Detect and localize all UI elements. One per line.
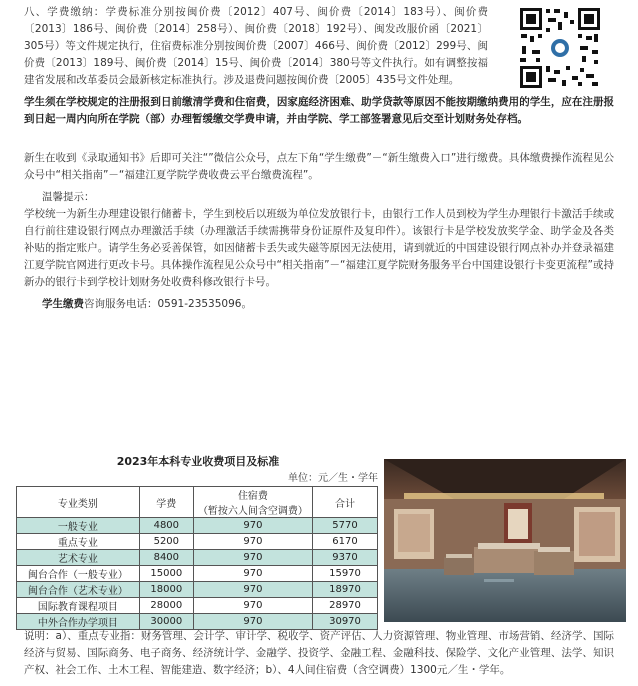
table-row xyxy=(17,598,378,614)
dorm-cell: 970 xyxy=(193,534,312,550)
table-note: 说明：a）、重点专业指：财务管理、会计学、审计学、税收学、资产评估、人力资源管理、物业管理、市场营销、经济学、国际经济与贸易、国际商务、电子商务、经济统计学、金融学、投资学、金融工程、金融科技、保险学、文化产业管理、法学、知识产权、社会工作、土木工程、智能建造、数字经济；b）、4人间住宿费（含空调费）1300元／生・学年。 xyxy=(24,630,614,676)
consult-line xyxy=(42,296,442,313)
dorm-cell: 970 xyxy=(193,614,312,630)
header-total: 合计 xyxy=(313,487,378,518)
fees-paragraph: 八、学费缴纳：学费标准分别按闽价费〔2012〕407号、闽价费〔2014〕183号）、闽价费〔2013〕186号、闽价费〔2014〕258号）、闽价费〔2018〕192号）、闽发改服价函〔2021〕305号）等文件规定执行，住宿费标准分别按闽价费〔2007〕466号、闽价费〔2012〕299号、闽价费〔2013〕189号、闽价费〔2014〕15号、闽价费〔2014〕380号等文件执行。如有调整按福建省发展和改革委员会最新核定标准执行。涉及退费问题按闽价费〔2005〕435号文件处理。 xyxy=(24,6,488,86)
category-cell: 中外合作办学项目 xyxy=(17,614,140,630)
table-row xyxy=(17,534,378,550)
header-tuition: 学费 xyxy=(139,487,193,518)
category-cell: 闽台合作（艺术专业） xyxy=(17,582,140,598)
total-cell: 15970 xyxy=(313,566,378,582)
exhibition-hall-photo xyxy=(384,459,626,622)
bank-card-paragraph: 学校统一为新生办理建设银行储蓄卡，学生到校后以班级为单位发放银行卡，由银行工作人员到校为学生办理银行卡激活手续或自行前往建设银行网点办理激活手续（办理激活手续需携带身份证原件及复印件）。该银行卡是学校发放奖学金、助学金及各类补贴的指定账户。请学生务必妥善保管，如因储蓄卡丢失或失磁等原因无法使用，请到就近的中国建设银行网点补办并登录福建江夏学院官网进行更改卡号。具体操作流程见公众号中“相关指南”－“福建江夏学院财务服务平台中国建设银行卡变更流程”或持新办的银行卡到学校计划财务处收费科修改银行卡号。 xyxy=(24,208,614,288)
consult-phone: 咨询服务电话：0591-23535096。 xyxy=(84,298,252,310)
qr-code-image xyxy=(518,6,602,90)
fee-table xyxy=(16,486,378,630)
tuition-cell: 5200 xyxy=(139,534,193,550)
header-dorm-note: （暂按六人间含空调费） xyxy=(197,506,308,517)
tip-heading: 温馨提示： xyxy=(42,191,95,203)
category-cell: 艺术专业 xyxy=(17,550,140,566)
category-cell: 闽台合作（一般专业） xyxy=(17,566,140,582)
table-row xyxy=(17,550,378,566)
tuition-cell: 30000 xyxy=(139,614,193,630)
total-cell: 28970 xyxy=(313,598,378,614)
total-cell: 9370 xyxy=(313,550,378,566)
tuition-cell: 8400 xyxy=(139,550,193,566)
tuition-cell: 18000 xyxy=(139,582,193,598)
dorm-cell: 970 xyxy=(193,598,312,614)
dorm-cell: 970 xyxy=(193,518,312,534)
tuition-cell: 15000 xyxy=(139,566,193,582)
category-cell: 重点专业 xyxy=(17,534,140,550)
total-cell: 6170 xyxy=(313,534,378,550)
header-dorm-title: 住宿费 xyxy=(237,491,268,502)
payment-paragraph: 新生在收到《录取通知书》后即可关注“”微信公众号，点左下角“学生缴费”－“新生缴费入口”进行缴费。具体缴费操作流程见公众号中“相关指南”－“福建江夏学院学费收费云平台缴费流程”。 xyxy=(24,152,614,181)
table-header-row xyxy=(17,487,378,518)
fee-table-body xyxy=(17,518,378,630)
table-title: 2023年本科专业收费项目及标准 xyxy=(116,455,280,468)
table-row xyxy=(17,518,378,534)
header-dorm xyxy=(193,487,312,518)
category-cell: 一般专业 xyxy=(17,518,140,534)
registration-paragraph: 学生须在学校规定的注册报到日前缴清学费和住宿费，因家庭经济困难、助学贷款等原因不能按期缴纳费用的学生，应在注册报到日起一周内向所在学院（部）办理暂缓缴交学费申请，并由学院、学工部签署意见后交至计划财务处存档。 xyxy=(24,96,614,125)
tuition-cell: 28000 xyxy=(139,598,193,614)
dorm-cell: 970 xyxy=(193,582,312,598)
total-cell: 5770 xyxy=(313,518,378,534)
header-category: 专业类别 xyxy=(17,487,140,518)
table-row xyxy=(17,566,378,582)
dorm-cell: 970 xyxy=(193,566,312,582)
unit-note: 单位：元／生・学年 xyxy=(288,473,378,484)
dorm-cell: 970 xyxy=(193,550,312,566)
consult-label: 学生缴费 xyxy=(42,298,84,310)
total-cell: 30970 xyxy=(313,614,378,630)
category-cell: 国际教育课程项目 xyxy=(17,598,140,614)
tuition-cell: 4800 xyxy=(139,518,193,534)
total-cell: 18970 xyxy=(313,582,378,598)
table-row xyxy=(17,582,378,598)
